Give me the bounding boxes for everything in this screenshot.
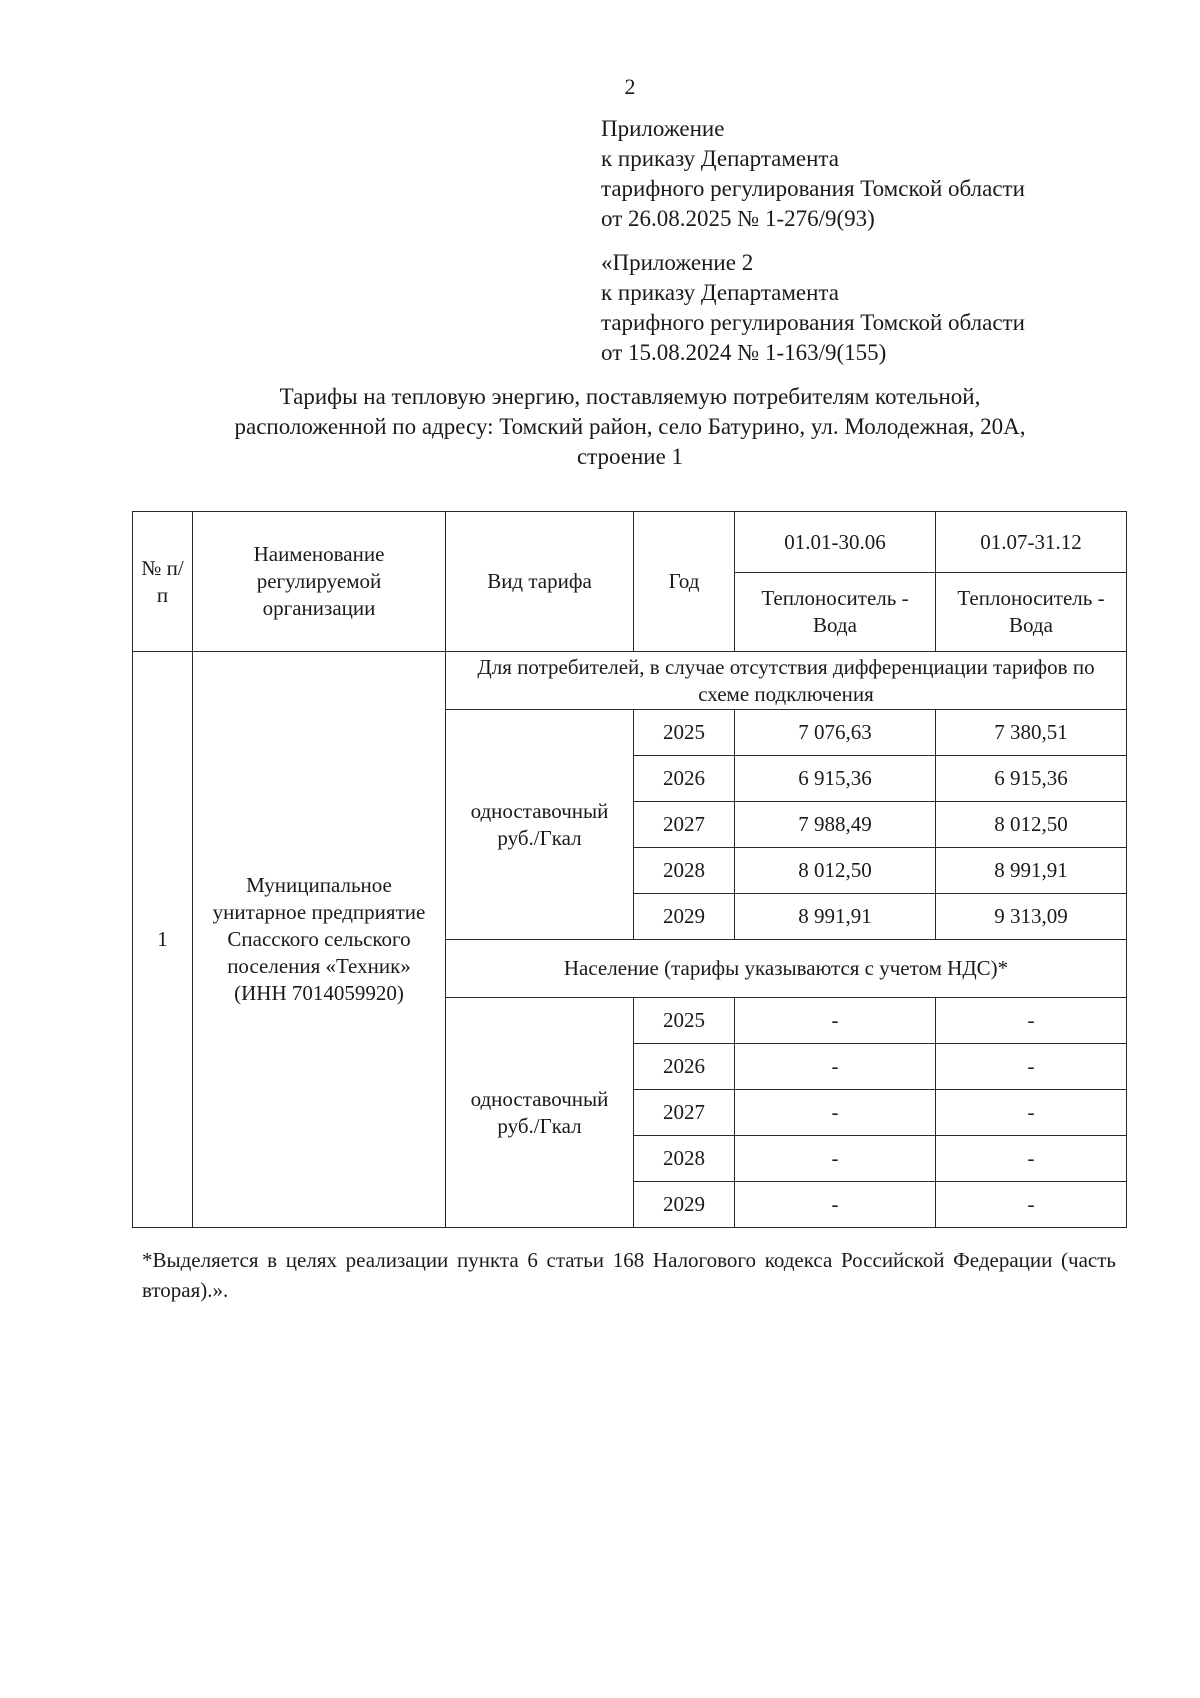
year-cell: 2029: [634, 1182, 735, 1228]
tariff-value-period-2: -: [936, 1136, 1127, 1182]
tariff-value-period-1: -: [735, 1136, 936, 1182]
year-cell: 2026: [634, 756, 735, 802]
header-carrier-2: Теплоноситель - Вода: [936, 573, 1127, 652]
tariff-value-period-1: 6 915,36: [735, 756, 936, 802]
tariff-value-period-1: -: [735, 1182, 936, 1228]
tariff-table: [132, 511, 1127, 1228]
tariff-value-period-2: -: [936, 1182, 1127, 1228]
year-cell: 2025: [634, 998, 735, 1044]
tariff-value-period-1: 8 012,50: [735, 848, 936, 894]
document-title: [130, 382, 1130, 472]
header-period-1: 01.01-30.06: [735, 512, 936, 573]
tariff-value-period-2: 8 012,50: [936, 802, 1127, 848]
section-title: Для потребителей, в случае отсутствия дифференциации тарифов по схеме подключения: [446, 652, 1127, 710]
appendix-line: «Приложение 2: [601, 250, 754, 275]
tariff-value-period-2: -: [936, 998, 1127, 1044]
year-cell: 2027: [634, 802, 735, 848]
appendix-header-current: [601, 114, 1121, 234]
title-line: Тарифы на тепловую энергию, поставляемую потребителям котельной,: [279, 384, 981, 409]
tariff-value-period-2: 6 915,36: [936, 756, 1127, 802]
header-year: Год: [634, 512, 735, 652]
tariff-value-period-2: 9 313,09: [936, 894, 1127, 940]
year-cell: 2029: [634, 894, 735, 940]
section-title: Население (тарифы указываются с учетом НДС)*: [446, 940, 1127, 998]
tariff-value-period-1: 7 076,63: [735, 710, 936, 756]
year-cell: 2028: [634, 1136, 735, 1182]
year-cell: 2026: [634, 1044, 735, 1090]
appendix-line: к приказу Департамента: [601, 280, 839, 305]
tariff-value-period-1: 8 991,91: [735, 894, 936, 940]
organization-name: Муниципальное унитарное предприятие Спасского сельского поселения «Техник» (ИНН 7014059920): [193, 652, 446, 1228]
title-line: расположенной по адресу: Томский район, село Батурино, ул. Молодежная, 20А,: [234, 414, 1026, 439]
tariff-value-period-2: 7 380,51: [936, 710, 1127, 756]
appendix-line: Приложение: [601, 116, 725, 141]
appendix-line: от 26.08.2025 № 1-276/9(93): [601, 206, 875, 231]
footnote: *Выделяется в целях реализации пункта 6 статьи 168 Налогового кодекса Российской Федерации (часть вторая).».: [142, 1248, 1116, 1302]
row-number: 1: [133, 652, 193, 1228]
tariff-value-period-1: -: [735, 1090, 936, 1136]
year-cell: 2028: [634, 848, 735, 894]
header-row: [133, 512, 1127, 573]
appendix-header-original: [601, 248, 1121, 368]
page-number: 2: [624, 74, 636, 99]
tariff-value-period-1: -: [735, 998, 936, 1044]
year-cell: 2025: [634, 710, 735, 756]
tariff-value-period-1: -: [735, 1044, 936, 1090]
tariff-type-cell: одноставочный руб./Гкал: [446, 998, 634, 1228]
tariff-value-period-2: -: [936, 1044, 1127, 1090]
year-cell: 2027: [634, 1090, 735, 1136]
appendix-line: тарифного регулирования Томской области: [601, 310, 1025, 335]
title-line: строение 1: [576, 444, 684, 469]
header-organization: Наименование регулируемой организации: [193, 512, 446, 652]
header-carrier-1: Теплоноситель - Вода: [735, 573, 936, 652]
appendix-line: тарифного регулирования Томской области: [601, 176, 1025, 201]
tariff-type-cell: одноставочный руб./Гкал: [446, 710, 634, 940]
header-number: № п/п: [133, 512, 193, 652]
appendix-line: к приказу Департамента: [601, 146, 839, 171]
tariff-value-period-1: 7 988,49: [735, 802, 936, 848]
tariff-value-period-2: 8 991,91: [936, 848, 1127, 894]
header-period-2: 01.07-31.12: [936, 512, 1127, 573]
header-tariff-type: Вид тарифа: [446, 512, 634, 652]
tariff-value-period-2: -: [936, 1090, 1127, 1136]
appendix-line: от 15.08.2024 № 1-163/9(155): [601, 340, 887, 365]
section-row: [133, 652, 1127, 710]
